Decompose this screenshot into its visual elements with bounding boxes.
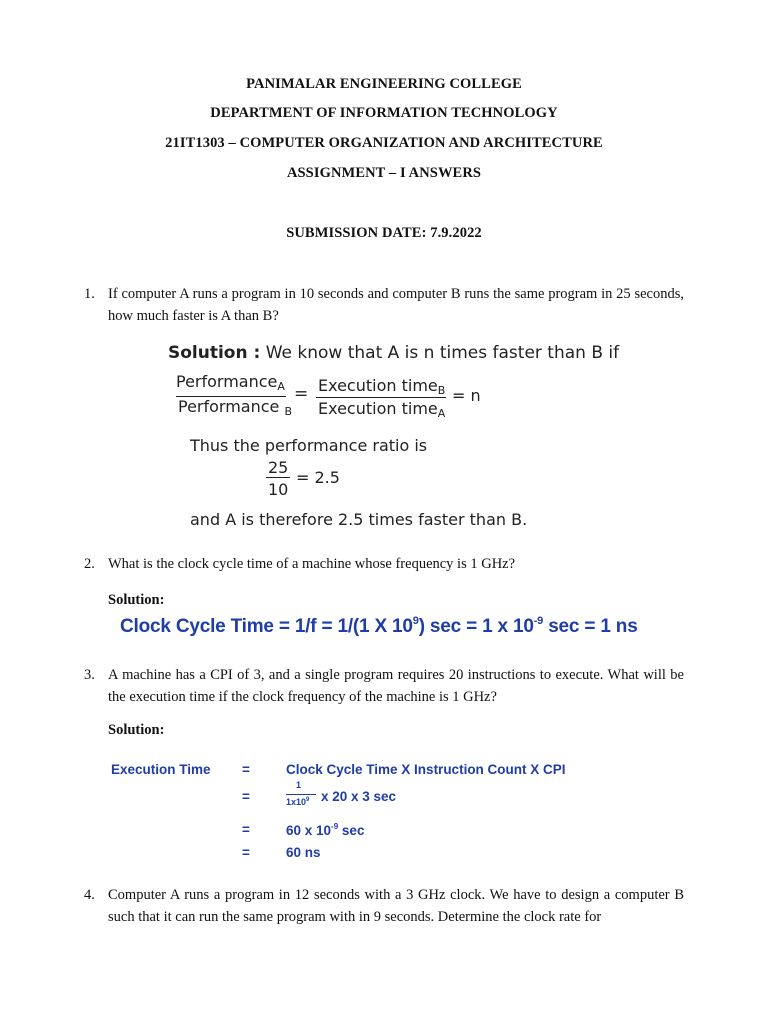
college-title: PANIMALAR ENGINEERING COLLEGE [246,76,522,92]
equals-sign: = [294,384,309,404]
question-text: If computer A runs a program in 10 seconds and computer B runs the same program in 25 seconds, how much faster is A than B? [108,286,684,324]
row3-base: 60 x 10 [286,823,332,838]
exec-denominator [318,399,445,420]
conclusion-text: and A is therefore 2.5 times faster than B. [190,510,528,529]
exec-numerator [318,376,445,397]
formula-part: ) sec = 1 x 10 [418,616,534,637]
frac-num-text: 1 [296,780,302,790]
equals-n: = n [452,386,481,405]
solution-label: Solution: [108,722,165,738]
row3-exp: -9 [331,822,339,831]
equals-sign: = [242,762,250,777]
subscript-b: B [284,405,293,418]
question-text: What is the clock cycle time of a machine whose frequency is 1 GHz? [108,556,516,572]
solution-intro-text: We know that A is n times faster than B if [265,343,620,363]
assignment-title: ASSIGNMENT – I ANSWERS [286,165,482,181]
fraction-bar [316,397,446,398]
equals-sign: = [242,845,250,860]
mini-fraction-bar [286,794,316,795]
ratio-text: Thus the performance ratio is [190,436,428,455]
solution-bold-label: Solution : [168,343,261,363]
row3-unit: sec [338,823,365,838]
ratio-numerator: 25 [268,458,289,477]
ratio-denominator: 10 [268,480,289,499]
solution-label: Solution: [108,592,165,608]
question-number: 4. [84,887,95,903]
performance-denominator [178,397,292,418]
clock-cycle-formula [120,615,638,638]
formula-part: Clock Cycle Time = 1/f = 1/(1 X 10 [120,616,413,637]
formula-row-1: Clock Cycle Time X Instruction Count X CPI [286,762,566,777]
execution-time-label: Execution Time [111,762,211,777]
frac-den-exp: 9 [306,797,310,803]
question-text: A machine has a CPI of 3, and a single program requires 20 instructions to execute. What will be the execution time if the clock frequency of the machine is 1 GHz? [108,667,684,705]
frac-den-text: 1x10 [286,797,307,807]
department-title: DEPARTMENT OF INFORMATION TECHNOLOGY [210,105,558,121]
question-text: Computer A runs a program in 12 seconds with a 3 GHz clock. We have to design a computer B such that it can run the same program with in 9 seconds. Determine the clock rate for [108,887,684,925]
formula-exponent: -9 [533,615,544,627]
exec-text: Execution time [318,399,438,418]
ratio-result: = 2.5 [296,468,340,487]
ratio-fraction-bar [266,477,290,478]
equals-sign: = [242,822,250,837]
formula-row-2: x 20 x 3 sec [321,789,397,804]
formula-row-3 [286,822,364,838]
course-title: 21IT1303 – COMPUTER ORGANIZATION AND ARCHITECTURE [165,135,603,151]
subscript-b: B [437,384,446,397]
question-number: 1. [84,286,95,302]
q1-solution-intro [168,343,619,363]
exec-text: Execution time [318,376,438,395]
formula-part: sec = 1 ns [543,616,638,637]
perf-text: Performance [178,397,280,416]
subscript-a: A [277,380,285,393]
subscript-a: A [437,407,446,420]
equals-sign: = [242,789,250,804]
perf-text: Performance [176,372,278,391]
formula-row-4: 60 ns [286,845,321,860]
formula-exponent: 9 [412,615,419,627]
question-number: 3. [84,667,95,683]
submission-date: SUBMISSION DATE: 7.9.2022 [286,225,482,241]
performance-numerator [176,372,285,393]
frac-denominator [286,797,309,807]
question-number: 2. [84,556,95,572]
